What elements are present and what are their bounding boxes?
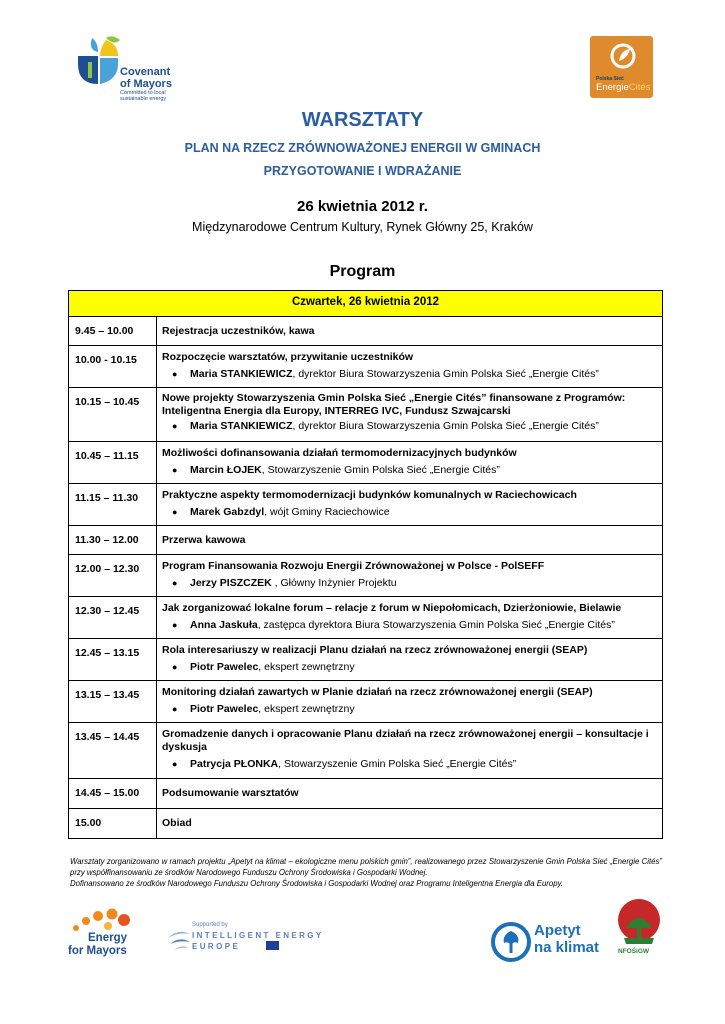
bullet-icon: ●	[172, 759, 178, 769]
table-row	[69, 526, 663, 555]
apetyt-na-klimat-logo	[490, 920, 610, 964]
speaker-name: Jerzy PISZCZEK	[190, 577, 275, 589]
session-title: Rejestracja uczestników, kawa	[162, 325, 315, 337]
session-time: 9.45 – 10.00	[75, 325, 134, 337]
energie-cites-word2: Cités	[628, 82, 651, 93]
speaker-name: Anna Jaskuła	[190, 619, 258, 631]
footnote	[70, 856, 662, 889]
table-row	[69, 317, 663, 346]
iee-swoosh-icon	[166, 922, 192, 956]
speaker-role: , dyrektor Biura Stowarzyszenia Gmin Polska Sieć „Energie Cités”	[292, 368, 599, 380]
energie-cites-org: Polska Sieć	[596, 76, 624, 82]
speaker-name: Marek Gabzdyl	[190, 506, 265, 518]
session-time: 11.15 – 11.30	[75, 492, 139, 504]
table-row	[69, 723, 663, 779]
speaker-item	[162, 577, 658, 590]
schedule-table	[68, 290, 663, 839]
session-title: Przerwa kawowa	[162, 534, 246, 546]
table-row	[69, 555, 663, 597]
speaker-role: , Główny Inżynier Projektu	[274, 577, 397, 589]
bullet-icon: ●	[172, 465, 178, 475]
subtitle-line2: PRZYGOTOWANIE I WDRAŻANIE	[263, 164, 462, 178]
session-title: Obiad	[162, 817, 192, 829]
event-venue: Międzynarodowe Centrum Kultury, Rynek Główny 25, Kraków	[192, 220, 533, 234]
event-date: 26 kwietnia 2012 r.	[297, 198, 428, 215]
bullet-icon: ●	[172, 369, 178, 379]
apetyt-tree-icon	[490, 921, 532, 963]
speaker-name: Piotr Pawelec	[190, 661, 259, 673]
speaker-name: Maria STANKIEWICZ	[190, 420, 293, 432]
session-time: 11.30 – 12.00	[75, 534, 139, 546]
bullet-icon: ●	[172, 620, 178, 630]
covenant-tagline-line2: sustainable energy	[120, 96, 167, 102]
table-row	[69, 346, 663, 388]
nfosigw-emblem-icon	[616, 898, 662, 948]
session-title: Jak zorganizować lokalne forum – relacje z forum w Niepołomicach, Dzierżoniowie, Bielawie	[162, 602, 622, 614]
session-title: Możliwości dofinansowania działań termomodernizacyjnych budynków	[162, 447, 517, 459]
speaker-name: Marcin ŁOJEK	[190, 464, 262, 476]
speaker-role: , Stowarzyszenie Gmin Polska Sieć „Energie Cités”	[261, 464, 500, 476]
speaker-role: , ekspert zewnętrzny	[258, 703, 355, 715]
session-title: Podsumowanie warsztatów	[162, 787, 299, 799]
subtitle-line1: PLAN NA RZECZ ZRÓWNOWAŻONEJ ENERGII W GMINACH	[184, 141, 541, 155]
session-time: 10.00 - 10.15	[75, 354, 137, 366]
session-title: Gromadzenie danych i opracowanie Planu działań na rzecz zrównoważonej energii – konsultacje i dyskusja	[162, 728, 649, 753]
table-row	[69, 484, 663, 526]
speaker-name: Piotr Pawelec	[190, 703, 259, 715]
session-title: Praktyczne aspekty termomodernizacji budynków komunalnych w Raciechowicach	[162, 489, 577, 501]
speaker-item	[162, 703, 658, 716]
session-title: Monitoring działań zawartych w Planie działań na rzecz zrównoważonej energii (SEAP)	[162, 686, 593, 698]
table-row	[69, 681, 663, 723]
session-time: 13.15 – 13.45	[75, 689, 140, 701]
iee-supported-by: Supported by	[192, 922, 228, 928]
footnote-line1: Warsztaty zorganizowano w ramach projektu „Apetyt na klimat – ekologiczne menu polskich gmin”, realizowanego przez Stowarzyszenie Gmin Polska Sieć „Energie Cités” przy współfinansowaniu ze środków Narodowego Funduszu Ochrony Środowiska i Gospodarki Wodnej.	[70, 857, 662, 877]
iee-line1: INTELLIGENT ENERGY	[192, 931, 324, 940]
nfosigw-label: NFOŚiGW	[618, 948, 650, 955]
covenant-of-mayors-logo	[76, 34, 186, 108]
apetyt-line1: Apetyt	[534, 922, 581, 939]
session-time: 10.15 – 10.45	[75, 396, 140, 408]
iee-line2: EUROPE	[192, 942, 241, 951]
speaker-role: , Stowarzyszenie Gmin Polska Sieć „Energie Cités”	[278, 758, 517, 770]
footnote-line2: Dofinansowano ze środków Narodowego Funduszu Ochrony Środowiska i Gospodarki Wodnej oraz Programu Inteligentna Energia dla Europy.	[70, 879, 564, 888]
session-time: 14.45 – 15.00	[75, 787, 140, 799]
speaker-role: , dyrektor Biura Stowarzyszenia Gmin Polska Sieć „Energie Cités”	[292, 420, 599, 432]
session-time: 10.45 – 11.15	[75, 450, 139, 462]
speaker-item	[162, 368, 658, 381]
page-title: WARSZTATY	[301, 109, 424, 131]
bullet-icon: ●	[172, 507, 178, 517]
speaker-item	[162, 420, 658, 433]
table-row	[69, 639, 663, 681]
speaker-item	[162, 506, 658, 519]
covenant-name-line1: Covenant	[120, 66, 171, 78]
table-row	[69, 779, 663, 809]
speaker-name: Maria STANKIEWICZ	[190, 368, 293, 380]
speaker-item	[162, 661, 658, 674]
speaker-item	[162, 758, 658, 771]
energie-cites-logo	[590, 36, 653, 98]
energie-cites-word1: Energie	[596, 82, 629, 93]
nfosigw-logo	[616, 898, 662, 958]
speaker-role: , zastępca dyrektora Biura Stowarzyszenia Gmin Polska Sieć „Energie Cités”	[257, 619, 615, 631]
apetyt-line2: na klimat	[534, 939, 600, 956]
bullet-icon: ●	[172, 578, 178, 588]
program-heading: Program	[329, 263, 396, 280]
energy-for-mayors-logo	[68, 908, 140, 960]
covenant-name-line2: of Mayors	[120, 78, 172, 90]
session-time: 12.30 – 12.45	[75, 605, 140, 617]
session-time: 15.00	[75, 817, 102, 829]
speaker-name: Patrycja PŁONKA	[190, 758, 279, 770]
session-time: 13.45 – 14.45	[75, 731, 140, 743]
bullet-icon: ●	[172, 704, 178, 714]
session-title: Program Finansowania Rozwoju Energii Zrównoważonej w Polsce - PolSEFF	[162, 560, 545, 572]
session-title: Nowe projekty Stowarzyszenia Gmin Polska Sieć „Energie Cités” finansowane z Programów: Inteligentna Energia dla Europy, INTERREG IVC, Fundusz Szwajcarski	[162, 392, 626, 417]
table-row	[69, 809, 663, 839]
table-row	[69, 388, 663, 442]
schedule-day-row	[69, 291, 663, 317]
eu-flag-icon	[266, 941, 279, 950]
efm-line2: for Mayors	[68, 945, 127, 957]
energie-cites-leaf-icon	[590, 36, 653, 76]
speaker-item	[162, 619, 658, 632]
bullet-icon: ●	[172, 421, 178, 431]
table-row	[69, 597, 663, 639]
intelligent-energy-europe-logo	[166, 922, 341, 956]
session-time: 12.45 – 13.15	[75, 647, 140, 659]
schedule-day-label: Czwartek, 26 kwietnia 2012	[69, 291, 663, 317]
covenant-tagline-line1: Committed to local	[120, 90, 166, 96]
session-title: Rozpoczęcie warsztatów, przywitanie uczestników	[162, 351, 414, 363]
speaker-role: , wójt Gminy Raciechowice	[264, 506, 390, 518]
table-row	[69, 442, 663, 484]
speaker-role: , ekspert zewnętrzny	[258, 661, 355, 673]
efm-line1: Energy	[88, 932, 127, 944]
session-title: Rola interesariuszy w realizacji Planu działań na rzecz zrównoważonej energii (SEAP)	[162, 644, 588, 656]
bullet-icon: ●	[172, 662, 178, 672]
energy-for-mayors-dots-icon	[68, 908, 140, 934]
speaker-item	[162, 464, 658, 477]
session-time: 12.00 – 12.30	[75, 563, 140, 575]
energie-cites-name	[596, 82, 650, 93]
